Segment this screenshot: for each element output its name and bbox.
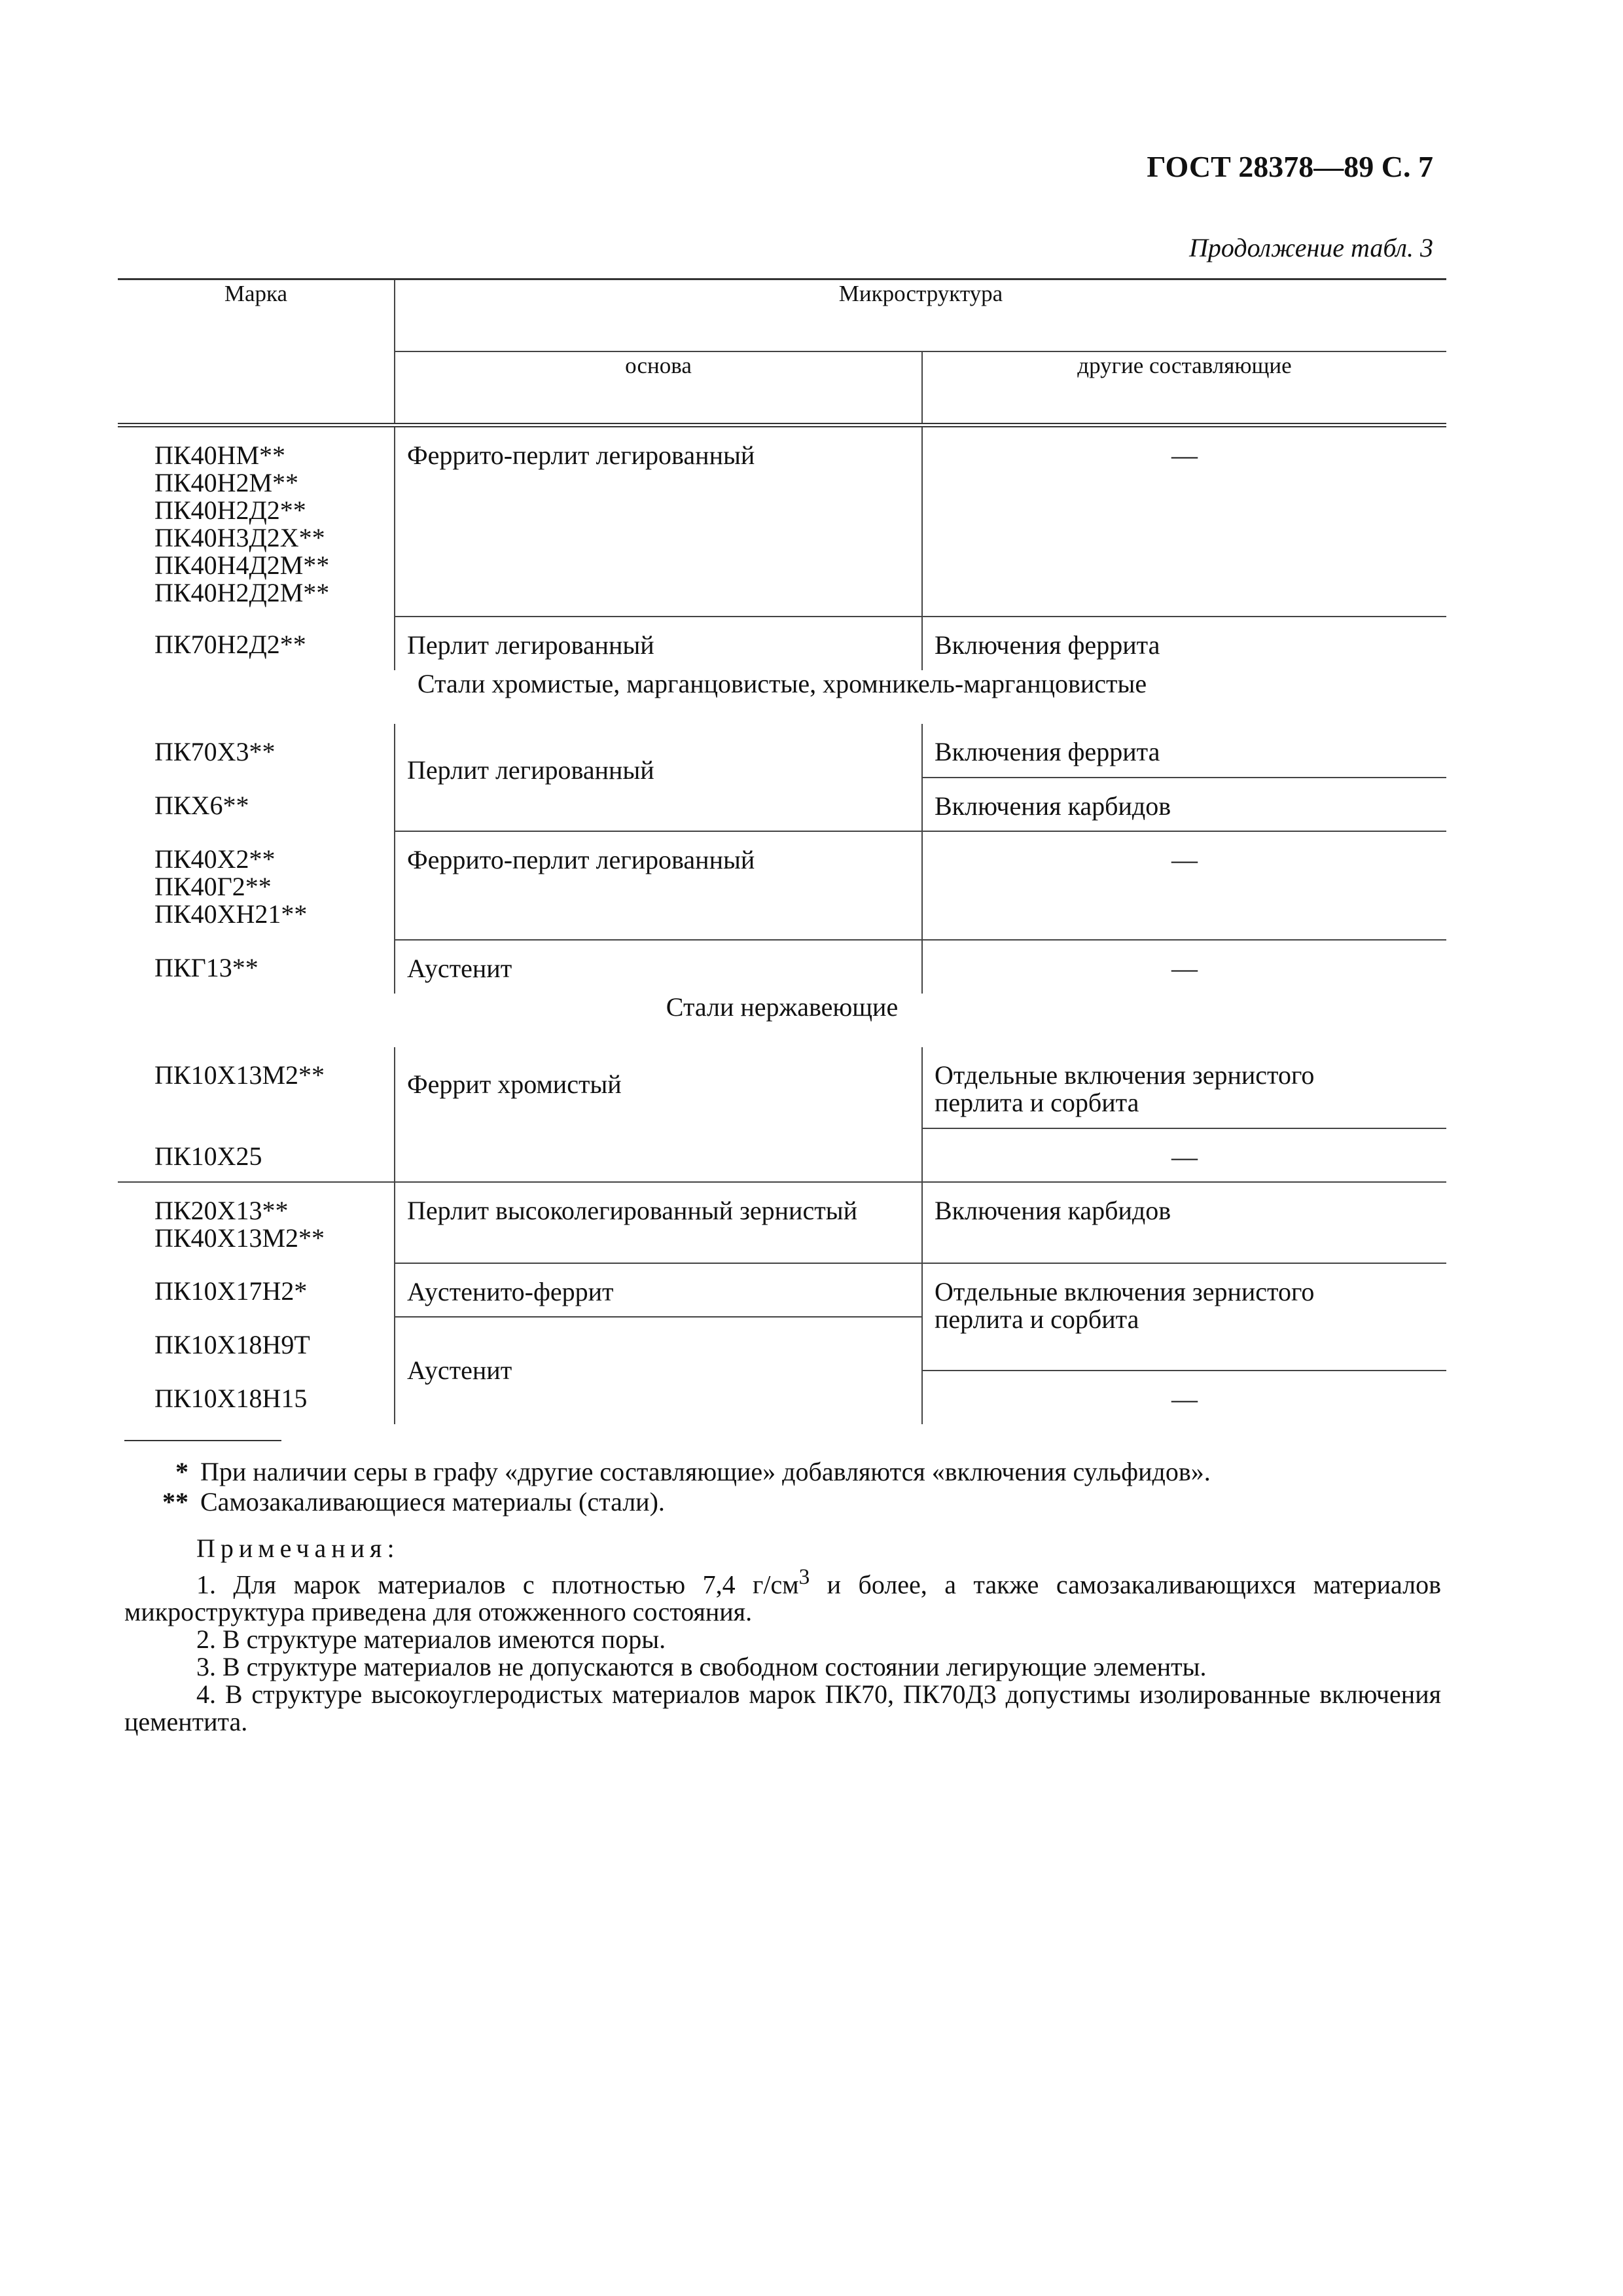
document-id: ГОСТ 28378—89 С. 7 (1147, 150, 1433, 183)
brand-cell: ПКХ6** (154, 790, 249, 820)
brand: ПК40Н4Д2М** (154, 550, 330, 580)
note-superscript: 3 (798, 1565, 810, 1589)
brand-cell: ПК10Х18Н9Т (154, 1329, 310, 1359)
other-cell: — (922, 1128, 1446, 1182)
base-cell: Перлит легированный (395, 617, 922, 670)
base-cell: Аустенит (395, 1317, 922, 1424)
brand-cell: ПКГ13** (154, 952, 259, 982)
note-item: 2. В структуре материалов имеются поры. (196, 1624, 666, 1655)
other-line: Отдельные включения зернистого (935, 1276, 1315, 1306)
notes (124, 1535, 1441, 1736)
notes-title: Примечания: (196, 1534, 400, 1563)
section-title: Стали хромистые, марганцовистые, хромникель-марганцовистые (417, 668, 1147, 698)
brand: ПК40Н2Д2М** (154, 578, 330, 607)
table-header-row (118, 279, 1446, 352)
table-row (118, 724, 1446, 778)
table-row (118, 1047, 1446, 1128)
brand: ПК40Г2** (154, 871, 272, 901)
header-brand: Марка (118, 279, 395, 425)
table-row (118, 831, 1446, 940)
table-row (118, 617, 1446, 670)
brand-cell: ПК70Х3** (154, 736, 276, 766)
header-microstructure: Микроструктура (395, 279, 1446, 352)
base-cell: Аустенито-феррит (395, 1263, 922, 1317)
other-cell: — (922, 940, 1446, 994)
other-cell (922, 1047, 1446, 1128)
table-row (118, 940, 1446, 994)
other-cell: Включения карбидов (922, 1182, 1446, 1263)
other-cell: Включения карбидов (922, 778, 1446, 831)
base-cell: Аустенит (395, 940, 922, 994)
footnote-mark: * (175, 1457, 188, 1486)
other-cell (922, 1263, 1446, 1371)
footnote-mark: ** (162, 1487, 188, 1516)
other-line: перлита и сорбита (935, 1087, 1139, 1117)
brand: ПК40НМ** (154, 440, 286, 470)
footnote-text: Самозакаливающиеся материалы (стали). (200, 1487, 665, 1516)
brand-cell: ПК10Х18Н15 (154, 1383, 308, 1413)
footnote-text: При наличии серы в графу «другие составляющие» добавляются «включения сульфидов». (200, 1457, 1211, 1486)
other-cell: — (922, 425, 1446, 617)
base-cell: Перлит легированный (395, 724, 922, 831)
section-title: Стали нержавеющие (666, 992, 899, 1022)
brand-cell: ПК70Н2Д2** (154, 629, 306, 659)
brand: ПК40ХН21** (154, 899, 308, 929)
other-line: Отдельные включения зернистого (935, 1060, 1315, 1090)
note-item (124, 1564, 1441, 1626)
table-continuation-label: Продолжение табл. 3 (1188, 233, 1433, 262)
section-row (118, 670, 1446, 724)
brand-cell: ПК10Х13М2** (154, 1060, 325, 1090)
note-text: и более, а также самозакаливающихся материалов микроструктура приведена для отожженного состояния. (124, 1570, 1441, 1627)
note-text: 1. Для марок материалов с плотностью 7,4 г/см (196, 1570, 799, 1600)
table-row (118, 1182, 1446, 1263)
footnote-rule (124, 1440, 281, 1441)
base-cell: Перлит высоколегированный зернистый (395, 1182, 922, 1263)
other-cell: — (922, 1371, 1446, 1424)
brand: ПК20Х13** (154, 1195, 289, 1225)
brand: ПК40Н2М** (154, 468, 299, 497)
microstructure-table (118, 278, 1446, 1424)
brand: ПК40Х13М2** (154, 1223, 325, 1253)
footnotes (118, 1457, 1446, 1517)
base-cell: Феррит хромистый (395, 1047, 922, 1182)
brand: ПК40Х2** (154, 844, 276, 874)
footnote (118, 1457, 1446, 1487)
other-cell: Включения феррита (922, 724, 1446, 778)
brand-cell (118, 1182, 395, 1263)
brand-cell (118, 425, 395, 617)
brand: ПК40Н3Д2Х** (154, 523, 325, 552)
brand: ПК40Н2Д2** (154, 495, 306, 525)
base-cell: Феррито-перлит легированный (395, 425, 922, 617)
brand-cell (118, 831, 395, 940)
base-cell: Феррито-перлит легированный (395, 831, 922, 940)
other-cell: — (922, 831, 1446, 940)
table-row (118, 425, 1446, 617)
other-line: перлита и сорбита (935, 1304, 1139, 1334)
brand-cell: ПК10Х25 (154, 1141, 262, 1171)
note-item: 3. В структуре материалов не допускаются в свободном состоянии легирующие элементы. (196, 1652, 1207, 1682)
section-row (118, 994, 1446, 1047)
header-base: основа (395, 351, 922, 425)
footnote (118, 1487, 1446, 1517)
header-other: другие составляющие (922, 351, 1446, 425)
table-row (118, 1263, 1446, 1317)
other-cell: Включения феррита (922, 617, 1446, 670)
note-item: 4. В структуре высокоуглеродистых материалов марок ПК70, ПК70Д3 допустимы изолированные включения цементита. (124, 1679, 1441, 1737)
brand-cell: ПК10Х17Н2* (154, 1276, 308, 1306)
